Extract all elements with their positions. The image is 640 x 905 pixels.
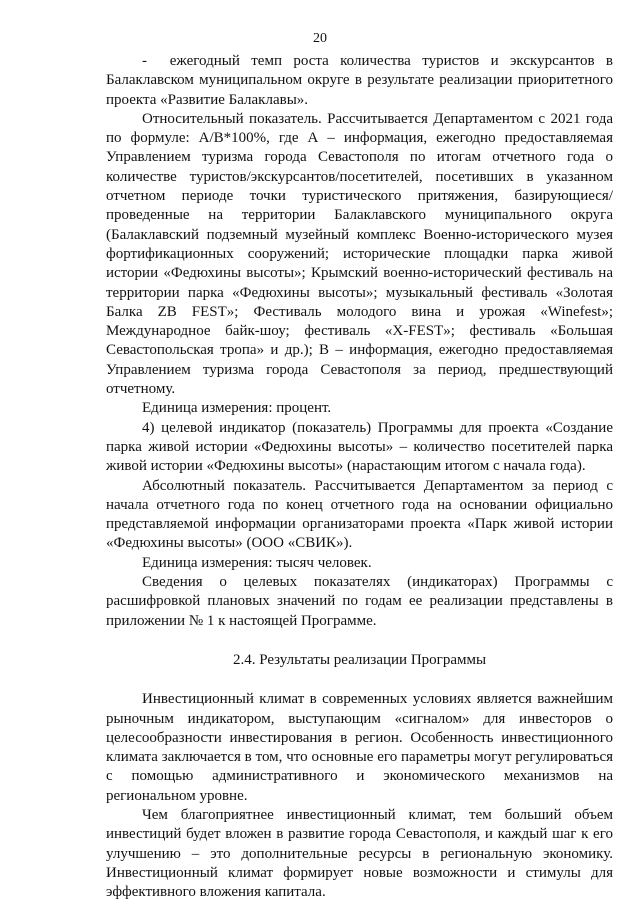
paragraph-target-indicator-4: 4) целевой индикатор (показатель) Программы для проекта «Создание парка живой истории «Федюхины высоты» – количество посетителей парка живой истории «Федюхины высоты» (нарастающим итогом с начала года). bbox=[106, 419, 613, 475]
paragraph-favorable-climate: Чем благоприятнее инвестиционный климат, тем больший объем инвестиций будет вложен в развитие города Севастополя, и каждый шаг к его улучшению – это дополнительные ресурсы в региональную экономику. Инвестиционный климат формирует новые возможности и стимулы для эффективного вложения капитала. bbox=[106, 806, 613, 901]
section-heading: 2.4. Результаты реализации Программы bbox=[232, 651, 487, 668]
paragraph-investment-climate: Инвестиционный климат в современных условиях является важнейшим рыночным индикатором, выступающим «сигналом» для инвесторов о целесообразности инвестирования в регион. Особенность инвестиционного климата заключается в том, что основные его параметры могут регулироваться с помощью административного и экономического механизмов на региональном уровне. bbox=[106, 691, 613, 804]
page-number: 20 bbox=[313, 31, 327, 46]
paragraph-relative-indicator: Относительный показатель. Рассчитывается Департаментом с 2021 года по формуле: А/В*100%, где А – информация, ежегодно предоставляемая Управлением туризма города Севастополя по итогам отчетного года о количестве туристов/экскурсантов/посетителей, посетивших в указанном отчетном периоде точки туристического притяжения, базирующиеся/проведенные на территории Балаклавского муниципального округа (Балаклавский подземный музейный комплекс Военно-исторического музея фортификационных сооружений; исторические площадки парка живой истории «Федюхины высоты»; Крымский военно-исторический фестиваль на территории парка «Федюхины высоты»; музыкальный фестиваль «Золотая Балка ZB FEST»; Фестиваль молодого вина и урожая «Winefest»; Международное байк-шоу; фестиваль «X-FEST»; фестиваль «Большая Севастопольская тропа» и др.); В – информация, ежегодно предоставляемая Управлением туризма города Севастополя за период, предшествующий отчетному. bbox=[106, 110, 613, 398]
document-body bbox=[106, 52, 613, 902]
paragraph-unit-percent: Единица измерения: процент. bbox=[142, 400, 332, 417]
paragraph-absolute-indicator: Абсолютный показатель. Рассчитывается Департаментом за период с начала отчетного года по конец отчетного года на основании официально представляемой информации организаторами проекта «Парк живой истории «Федюхины высоты» (ООО «СВИК»). bbox=[106, 477, 613, 552]
paragraph-unit-thousand-people: Единица измерения: тысяч человек. bbox=[142, 554, 372, 571]
paragraph-indicators-info: Сведения о целевых показателях (индикаторах) Программы с расшифровкой плановых значений по годам ее реализации представлены в приложении № 1 к настоящей Программе. bbox=[106, 574, 613, 629]
paragraph-growth-rate: - ежегодный темп роста количества туристов и экскурсантов в Балаклавском муниципальном округе в результате реализации приоритетного проекта «Развитие Балаклавы». bbox=[106, 53, 613, 108]
